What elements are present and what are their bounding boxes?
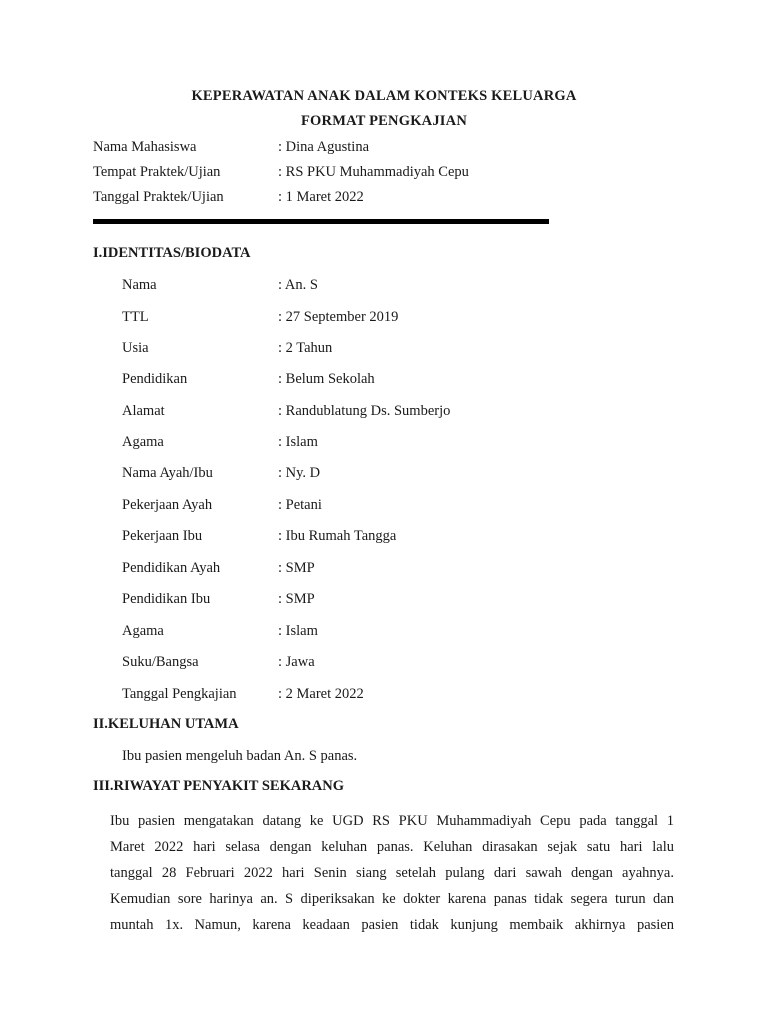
identity-label: TTL: [122, 309, 149, 325]
identity-value: : Belum Sekolah: [278, 371, 375, 387]
identity-value: : Jawa: [278, 654, 315, 670]
identity-label: Agama: [122, 623, 164, 639]
identity-value: : Randublatung Ds. Sumberjo: [278, 403, 451, 419]
identity-label: Pekerjaan Ibu: [122, 528, 203, 544]
identity-label: Agama: [122, 434, 164, 450]
identity-label: Pekerjaan Ayah: [122, 497, 213, 513]
identity-label: Nama Ayah/Ibu: [122, 465, 213, 481]
identity-value: : SMP: [278, 560, 315, 576]
paragraph-line: tanggal 28 Februari 2022 hari Senin siang setelah pulang dari sawah dengan ayahnya.: [110, 865, 674, 881]
identity-value: : Ny. D: [278, 465, 321, 481]
header-value: : 1 Maret 2022: [278, 189, 364, 205]
identity-label: Suku/Bangsa: [122, 654, 199, 670]
identity-label: Pendidikan Ayah: [122, 560, 221, 576]
identity-label: Pendidikan Ibu: [122, 591, 211, 607]
history-paragraph: [110, 808, 674, 938]
identity-label: Alamat: [122, 403, 165, 419]
identity-value: : 2 Tahun: [278, 340, 333, 356]
paragraph-line: muntah 1x. Namun, karena keadaan pasien tidak kunjung membaik akhirnya pasien: [110, 917, 674, 933]
header-value: : RS PKU Muhammadiyah Cepu: [278, 164, 469, 180]
identity-value: : Ibu Rumah Tangga: [278, 528, 397, 544]
identity-value: : An. S: [278, 277, 318, 293]
paragraph-line: Maret 2022 hari selasa dengan keluhan panas. Keluhan dirasakan sejak satu hari lalu: [110, 839, 674, 855]
identity-label: Usia: [122, 340, 149, 356]
header-label: Nama Mahasiswa: [93, 139, 197, 155]
complaint-text: Ibu pasien mengeluh badan An. S panas.: [122, 748, 358, 764]
header-value: : Dina Agustina: [278, 139, 370, 155]
paragraph-line: Ibu pasien mengatakan datang ke UGD RS PKU Muhammadiyah Cepu pada tanggal 1: [110, 813, 674, 829]
section-complaint-heading: II.KELUHAN UTAMA: [93, 716, 239, 732]
section-history-heading: III.RIWAYAT PENYAKIT SEKARANG: [93, 778, 345, 794]
header-label: Tempat Praktek/Ujian: [93, 164, 221, 180]
identity-label: Tanggal Pengkajian: [122, 686, 237, 702]
header-divider: [93, 219, 549, 224]
identity-label: Pendidikan: [122, 371, 188, 387]
document-title: KEPERAWATAN ANAK DALAM KONTEKS KELUARGA: [191, 88, 577, 104]
identity-value: : SMP: [278, 591, 315, 607]
section-identity-heading: I.IDENTITAS/BIODATA: [93, 245, 251, 261]
identity-value: : 2 Maret 2022: [278, 686, 364, 702]
header-label: Tanggal Praktek/Ujian: [93, 189, 224, 205]
identity-value: : Petani: [278, 497, 322, 513]
identity-value: : Islam: [278, 434, 318, 450]
identity-value: : 27 September 2019: [278, 309, 399, 325]
identity-label: Nama: [122, 277, 157, 293]
document-subtitle: FORMAT PENGKAJIAN: [301, 113, 467, 129]
paragraph-line: Kemudian sore harinya an. S diperiksakan ke dokter karena panas tidak segera turun dan: [110, 891, 674, 907]
identity-value: : Islam: [278, 623, 318, 639]
